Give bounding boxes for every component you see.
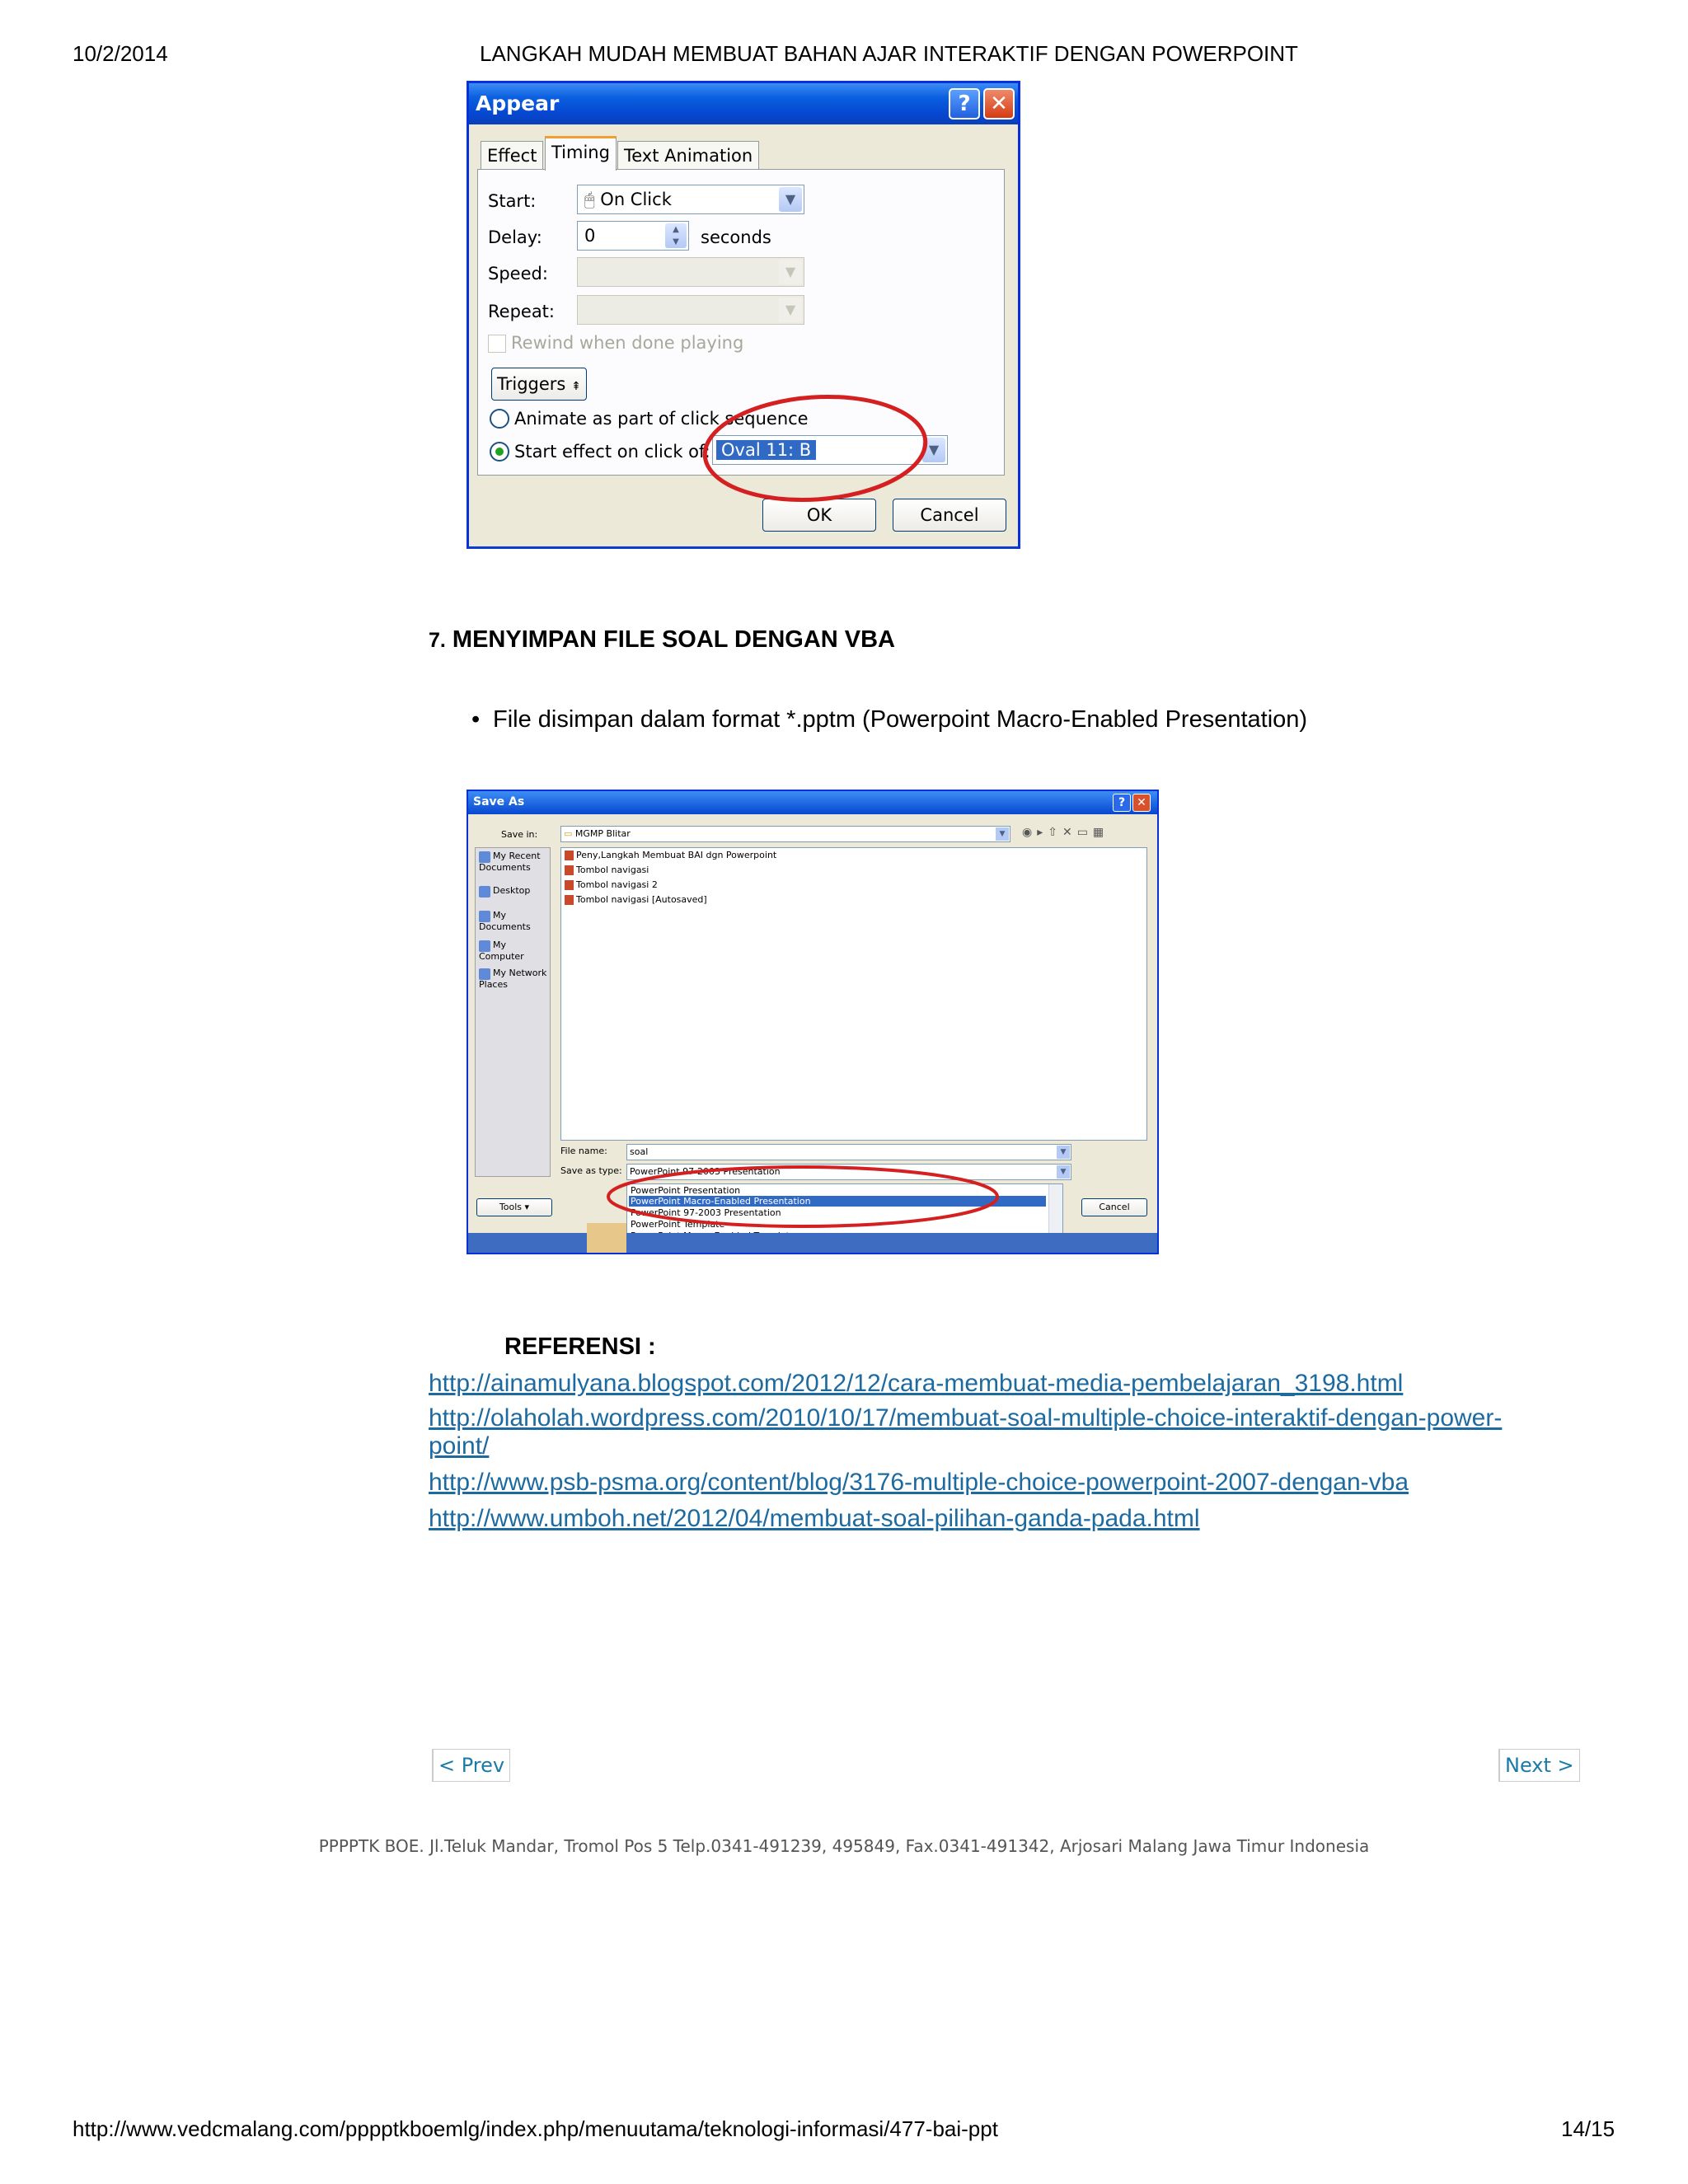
appear-titlebar — [469, 83, 1018, 124]
chevron-down-icon: ▼ — [779, 260, 802, 284]
page-url: http://www.vedcmalang.com/pppptkboemlg/index.php/menuutama/teknologi-informasi/477-bai-ppt — [73, 2116, 998, 2141]
dropdown-option-selected[interactable]: PowerPoint Macro-Enabled Presentation — [629, 1196, 1046, 1207]
place-recent[interactable]: My Recent Documents — [479, 851, 541, 873]
reference-link[interactable]: http://olaholah.wordpress.com/2010/10/17/membuat-soal-multiple-choice-interaktif-dengan-power- — [429, 1404, 1503, 1432]
list-item[interactable]: Tombol navigasi [Autosaved] — [565, 894, 707, 905]
collapse-arrows-icon: ⇞ — [571, 380, 581, 393]
print-date: 10/2/2014 — [73, 41, 168, 66]
dropdown-option[interactable]: PowerPoint 97-2003 Presentation — [631, 1207, 781, 1218]
repeat-label: Repeat: — [488, 302, 555, 321]
place-computer[interactable]: My Computer — [479, 940, 524, 962]
section-number: 7. — [429, 629, 446, 652]
chevron-down-icon: ▼ — [779, 298, 802, 322]
place-documents[interactable]: My Documents — [479, 910, 531, 932]
start-select[interactable] — [577, 185, 804, 214]
save-as-title: Save As — [473, 795, 525, 808]
highlight-circle — [692, 392, 939, 521]
chevron-down-icon[interactable]: ▼ — [1057, 1146, 1070, 1159]
bullet-item — [471, 706, 1307, 733]
tab-timing[interactable]: Timing — [545, 136, 617, 171]
highlight-circle — [588, 1157, 1017, 1240]
bullet-icon: • — [471, 706, 481, 733]
prev-button[interactable]: < Prev — [432, 1749, 510, 1782]
chevron-down-icon[interactable]: ▼ — [996, 827, 1009, 841]
toolbar-icons[interactable]: ◉▸⇧✕▭▦ — [1022, 826, 1109, 839]
dropdown-option[interactable]: PowerPoint Presentation — [631, 1185, 741, 1196]
repeat-select[interactable] — [577, 295, 804, 325]
start-effect-radio[interactable] — [490, 442, 509, 462]
place-network[interactable]: My Network Places — [479, 968, 547, 990]
pptx-file-icon — [565, 865, 574, 875]
speed-select[interactable] — [577, 257, 804, 287]
rewind-label: Rewind when done playing — [511, 333, 744, 353]
start-effect-value: Oval 11: B — [716, 440, 816, 460]
animate-sequence-label: Animate as part of click sequence — [514, 409, 809, 429]
start-select-value: On Click — [600, 190, 672, 209]
tab-text-animation[interactable]: Text Animation — [617, 141, 759, 169]
save-type-label: Save as type: — [560, 1165, 622, 1176]
triggers-button[interactable] — [491, 368, 587, 401]
mouse-click-icon: 🖱 — [584, 190, 595, 209]
list-item[interactable]: Peny,Langkah Membuat BAI dgn Powerpoint — [565, 850, 776, 860]
next-button[interactable]: Next > — [1498, 1749, 1580, 1782]
chevron-down-icon[interactable]: ▼ — [1057, 1165, 1070, 1179]
pptx-file-icon — [565, 880, 574, 890]
delay-unit: seconds — [701, 227, 771, 247]
close-icon[interactable]: ✕ — [983, 88, 1015, 120]
section-heading — [429, 626, 895, 654]
reference-link-continued[interactable]: point/ — [429, 1432, 490, 1460]
ok-button[interactable]: OK — [762, 499, 876, 532]
section-title: MENYIMPAN FILE SOAL DENGAN VBA — [452, 626, 895, 653]
bullet-text: File disimpan dalam format *.pptm (Powerpoint Macro-Enabled Presentation) — [493, 706, 1308, 733]
list-item[interactable]: Tombol navigasi 2 — [565, 879, 658, 890]
delay-value: 0 — [584, 226, 596, 246]
save-cancel-button[interactable]: Cancel — [1081, 1198, 1147, 1216]
speed-label: Speed: — [488, 264, 548, 284]
save-in-select[interactable] — [560, 826, 1010, 842]
file-name-value: soal — [630, 1146, 649, 1157]
pptx-file-icon — [565, 895, 574, 905]
animate-sequence-radio[interactable] — [490, 409, 509, 429]
cancel-button[interactable]: Cancel — [893, 499, 1006, 532]
page-number: 14/15 — [1561, 2116, 1615, 2141]
page-header-title: LANGKAH MUDAH MEMBUAT BAHAN AJAR INTERAKTIF DENGAN POWERPOINT — [480, 41, 1298, 66]
references-title: REFERENSI : — [504, 1333, 656, 1360]
chevron-down-icon[interactable]: ▼ — [779, 187, 802, 212]
reference-link[interactable]: http://www.psb-psma.org/content/blog/3176-multiple-choice-powerpoint-2007-dengan-vba — [429, 1469, 1409, 1496]
list-item[interactable]: Tombol navigasi — [565, 865, 649, 875]
pptx-file-icon — [565, 851, 574, 860]
save-in-value: MGMP Blitar — [574, 828, 631, 839]
save-as-dialog — [467, 790, 1159, 1254]
folder-icon: ▭ — [564, 828, 573, 839]
help-icon[interactable]: ? — [1113, 794, 1131, 812]
reference-link[interactable]: http://www.umboh.net/2012/04/membuat-soal-pilihan-ganda-pada.html — [429, 1505, 1200, 1532]
places-bar — [475, 847, 551, 1177]
reference-link[interactable]: http://ainamulyana.blogspot.com/2012/12/cara-membuat-media-pembelajaran_3198.html — [429, 1370, 1404, 1397]
delay-input[interactable] — [577, 221, 689, 251]
file-list — [560, 847, 1147, 1141]
start-label: Start: — [488, 191, 537, 211]
spinner-icon[interactable]: ▲ ▼ — [665, 223, 687, 248]
delay-label: Delay: — [488, 227, 542, 247]
place-desktop[interactable]: Desktop — [479, 886, 530, 898]
tools-button[interactable]: Tools ▾ — [476, 1198, 552, 1216]
save-type-value: PowerPoint 97-2003 Presentation — [630, 1166, 781, 1177]
save-as-titlebar — [468, 791, 1157, 814]
chevron-down-icon[interactable]: ▼ — [922, 438, 945, 462]
appear-title: Appear — [476, 91, 560, 115]
triggers-label: Triggers — [497, 374, 566, 394]
tab-effect[interactable]: Effect — [481, 141, 543, 169]
save-in-label: Save in: — [501, 829, 538, 840]
start-effect-label: Start effect on click of: — [514, 442, 710, 462]
appear-dialog — [467, 81, 1020, 549]
close-icon[interactable]: ✕ — [1132, 794, 1151, 812]
rewind-checkbox[interactable] — [488, 335, 506, 353]
file-name-label: File name: — [560, 1146, 607, 1156]
site-footer-address: PPPPTK BOE. Jl.Teluk Mandar, Tromol Pos 5 Telp.0341-491239, 495849, Fax.0341-491342, Arjosari Malang Jawa Timur Indonesia — [318, 1836, 1370, 1856]
help-icon[interactable]: ? — [949, 88, 980, 120]
dropdown-option[interactable]: PowerPoint Template — [631, 1219, 725, 1230]
